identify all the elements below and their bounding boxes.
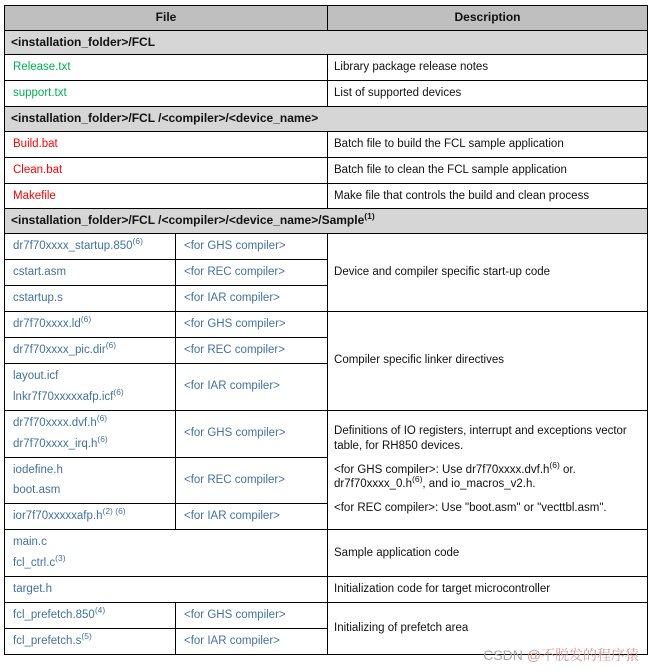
table-header-row [5, 6, 648, 31]
section-header: <installation_folder>/FCL [5, 30, 648, 55]
section-header-row [5, 30, 648, 55]
table-row [5, 530, 648, 577]
file-cell: $dr7f70xxxx.dvf.h^{(6)}$ $dr7f70xxxx\_irq.h^{(6)}$ [5, 410, 176, 457]
compiler-cell: <for REC compiler> [176, 457, 328, 504]
file-cell: $ior7f70xxxxxafp.h^{(2) (6)}$ [5, 504, 176, 530]
table-row [5, 183, 648, 209]
description-cell: Definitions of IO registers, interrupt and exceptions vector table, for RH850 devices. <for GHS compiler>: Use $dr7f70xxxx.dvf.h^{(6)}$ or. $dr7f70xxxx\_0.h^{(6)}$, and io_macros_v2.h. <for REC compiler>: Use "boot.asm" or "vecttbl.asm". [328, 410, 648, 530]
compiler-cell: <for IAR compiler> [176, 285, 328, 311]
description-cell: Library package release notes [328, 55, 648, 81]
table-row [5, 577, 648, 603]
table-row [5, 81, 648, 107]
description-cell: Initialization code for target microcontroller [328, 577, 648, 603]
file-cell: Clean.bat [5, 157, 328, 183]
section-header: <installation_folder>/FCL /<compiler>/<device_name> [5, 107, 648, 132]
section-header-row [5, 107, 648, 132]
column-header-description: Description [328, 6, 648, 31]
csdn-username-text: @不脱发的程序猿 [526, 647, 639, 663]
section-header: <installation_folder>/FCL /<compiler>/<device_name>/Sample$^{(1)}$ [5, 209, 648, 234]
file-cell: cstartup.s [5, 285, 176, 311]
compiler-cell: <for IAR compiler> [176, 629, 328, 655]
file-cell: Makefile [5, 183, 328, 209]
description-cell: Sample application code [328, 530, 648, 577]
description-cell: Batch file to clean the FCL sample application [328, 157, 648, 183]
table-row [5, 131, 648, 157]
file-cell: cstart.asm [5, 260, 176, 286]
compiler-cell: <for GHS compiler> [176, 311, 328, 337]
table-row [5, 234, 648, 260]
compiler-cell: <for IAR compiler> [176, 504, 328, 530]
csdn-brand-text: CSDN [483, 647, 527, 663]
description-cell: List of supported devices [328, 81, 648, 107]
file-cell: layout.icf lnkr7f70xxxxxafp.icf$^{(6)}$ [5, 363, 176, 410]
file-cell: $fcl\_prefetch.s^{(5)}$ [5, 629, 176, 655]
compiler-cell: <for REC compiler> [176, 337, 328, 363]
file-cell: Build.bat [5, 131, 328, 157]
description-cell: Batch file to build the FCL sample application [328, 131, 648, 157]
file-cell: iodefine.h boot.asm [5, 457, 176, 504]
file-cell: dr7f70xxxx_startup.850$^{(6)}$ [5, 234, 176, 260]
file-description-table [4, 5, 648, 655]
compiler-cell: <for GHS compiler> [176, 410, 328, 457]
file-cell: support.txt [5, 81, 328, 107]
description-cell: Compiler specific linker directives [328, 311, 648, 410]
table-row [5, 157, 648, 183]
compiler-cell: <for GHS compiler> [176, 603, 328, 629]
compiler-cell: <for IAR compiler> [176, 363, 328, 410]
compiler-cell: <for REC compiler> [176, 260, 328, 286]
table-row [5, 311, 648, 337]
file-cell: target.h [5, 577, 328, 603]
table-row [5, 603, 648, 629]
file-cell: $dr7f70xxxx.ld^{(6)}$ [5, 311, 176, 337]
table-row [5, 410, 648, 457]
table-body [5, 30, 648, 654]
file-cell: main.c $fcl\_ctrl.c^{(3)}$ [5, 530, 328, 577]
file-cell: dr7f70xxxx_pic.dir$^{(6)}$ [5, 337, 176, 363]
column-header-file: File [5, 6, 328, 31]
file-cell: Release.txt [5, 55, 328, 81]
description-cell: Initializing of prefetch area [328, 603, 648, 655]
file-cell: fcl_prefetch.850$^{(4)}$ [5, 603, 176, 629]
description-cell: Device and compiler specific start-up code [328, 234, 648, 312]
compiler-cell: <for GHS compiler> [176, 234, 328, 260]
description-cell: Make file that controls the build and clean process [328, 183, 648, 209]
table-row [5, 55, 648, 81]
section-header-row [5, 209, 648, 234]
